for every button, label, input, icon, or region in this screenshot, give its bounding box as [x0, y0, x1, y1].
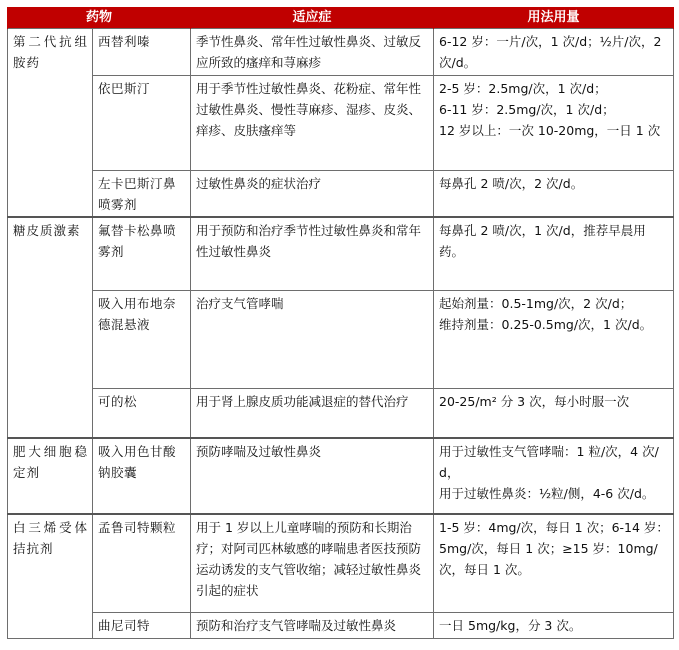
- table-row: [8, 613, 674, 639]
- indication-cell: 预防和治疗支气管哮喘及过敏性鼻炎: [191, 613, 434, 639]
- indication-cell: 预防哮喘及过敏性鼻炎: [191, 438, 434, 514]
- dosage-line: 维持剂量：0.25-0.5mg/次，1 次/d。: [439, 317, 653, 332]
- drug-name-cell: 左卡巴斯汀鼻喷雾剂: [93, 171, 191, 218]
- dosage-line: 每鼻孔 2 喷/次，2 次/d。: [439, 176, 584, 191]
- drug-name-cell: 依巴斯汀: [93, 76, 191, 171]
- table-row: [8, 438, 674, 514]
- table-row: [8, 171, 674, 218]
- drug-name-cell: 吸入用色甘酸钠胶囊: [93, 438, 191, 514]
- table-row: [8, 291, 674, 389]
- indication-cell: 过敏性鼻炎的症状治疗: [191, 171, 434, 218]
- dosage-cell: [434, 514, 674, 613]
- indication-cell: 用于预防和治疗季节性过敏性鼻炎和常年性过敏性鼻炎: [191, 217, 434, 291]
- dosage-line: 1-5 岁：4mg/次，每日 1 次；6-14 岁：5mg/次，每日 1 次；≥15 岁：10mg/次，每日 1 次。: [439, 520, 669, 577]
- drug-table: [7, 7, 674, 639]
- dosage-line: 2-5 岁：2.5mg/次，1 次/d；: [439, 81, 607, 96]
- dosage-line: 用于过敏性支气管哮喘：1 粒/次，4 次/d，: [439, 444, 659, 480]
- dosage-line: 6-11 岁：2.5mg/次，1 次/d；: [439, 102, 615, 117]
- indication-cell: 用于肾上腺皮质功能减退症的替代治疗: [191, 389, 434, 439]
- dosage-cell: [434, 217, 674, 291]
- dosage-cell: [434, 438, 674, 514]
- table-row: [8, 76, 674, 171]
- drug-name-cell: 氟替卡松鼻喷雾剂: [93, 217, 191, 291]
- drug-name-cell: 吸入用布地奈德混悬液: [93, 291, 191, 389]
- indication-cell: 用于季节性过敏性鼻炎、花粉症、常年性过敏性鼻炎、慢性荨麻疹、湿疹、皮炎、痒疹、皮肤瘙痒等: [191, 76, 434, 171]
- dosage-line: 起始剂量：0.5-1mg/次，2 次/d；: [439, 296, 633, 311]
- dosage-cell: [434, 171, 674, 218]
- table-header-row: [8, 7, 674, 29]
- dosage-cell: [434, 613, 674, 639]
- header-indication: 适应症: [191, 7, 434, 29]
- dosage-line: 用于过敏性鼻炎：½粒/侧，4-6 次/d。: [439, 486, 655, 501]
- table-row: [8, 389, 674, 439]
- drug-name-cell: 西替利嗪: [93, 29, 191, 76]
- dosage-cell: [434, 76, 674, 171]
- header-dosage: 用法用量: [434, 7, 674, 29]
- dosage-line: 20-25/m² 分 3 次，每小时服一次: [439, 394, 630, 409]
- drug-name-cell: 曲尼司特: [93, 613, 191, 639]
- table-row: [8, 217, 674, 291]
- dosage-cell: [434, 291, 674, 389]
- dosage-cell: [434, 389, 674, 439]
- dosage-line: 12 岁以上：一次 10-20mg，一日 1 次: [439, 123, 661, 138]
- category-cell: 第二代抗组胺药: [8, 29, 93, 218]
- dosage-line: 一日 5mg/kg，分 3 次。: [439, 618, 582, 633]
- category-cell: 肥大细胞稳定剂: [8, 438, 93, 514]
- category-cell: 白三烯受体拮抗剂: [8, 514, 93, 639]
- drug-name-cell: 可的松: [93, 389, 191, 439]
- dosage-line: 每鼻孔 2 喷/次，1 次/d，推荐早晨用药。: [439, 223, 646, 259]
- indication-cell: 治疗支气管哮喘: [191, 291, 434, 389]
- dosage-line: 6-12 岁：一片/次，1 次/d；½片/次，2 次/d。: [439, 34, 662, 70]
- indication-cell: 用于 1 岁以上儿童哮喘的预防和长期治疗；对阿司匹林敏感的哮喘患者医技预防运动诱发的支气管收缩；减轻过敏性鼻炎引起的症状: [191, 514, 434, 613]
- category-cell: 糖皮质激素: [8, 217, 93, 438]
- drug-name-cell: 孟鲁司特颗粒: [93, 514, 191, 613]
- header-drug: 药物: [8, 7, 191, 29]
- table-row: [8, 514, 674, 613]
- table-row: [8, 29, 674, 76]
- indication-cell: 季节性鼻炎、常年性过敏性鼻炎、过敏反应所致的瘙痒和荨麻疹: [191, 29, 434, 76]
- dosage-cell: [434, 29, 674, 76]
